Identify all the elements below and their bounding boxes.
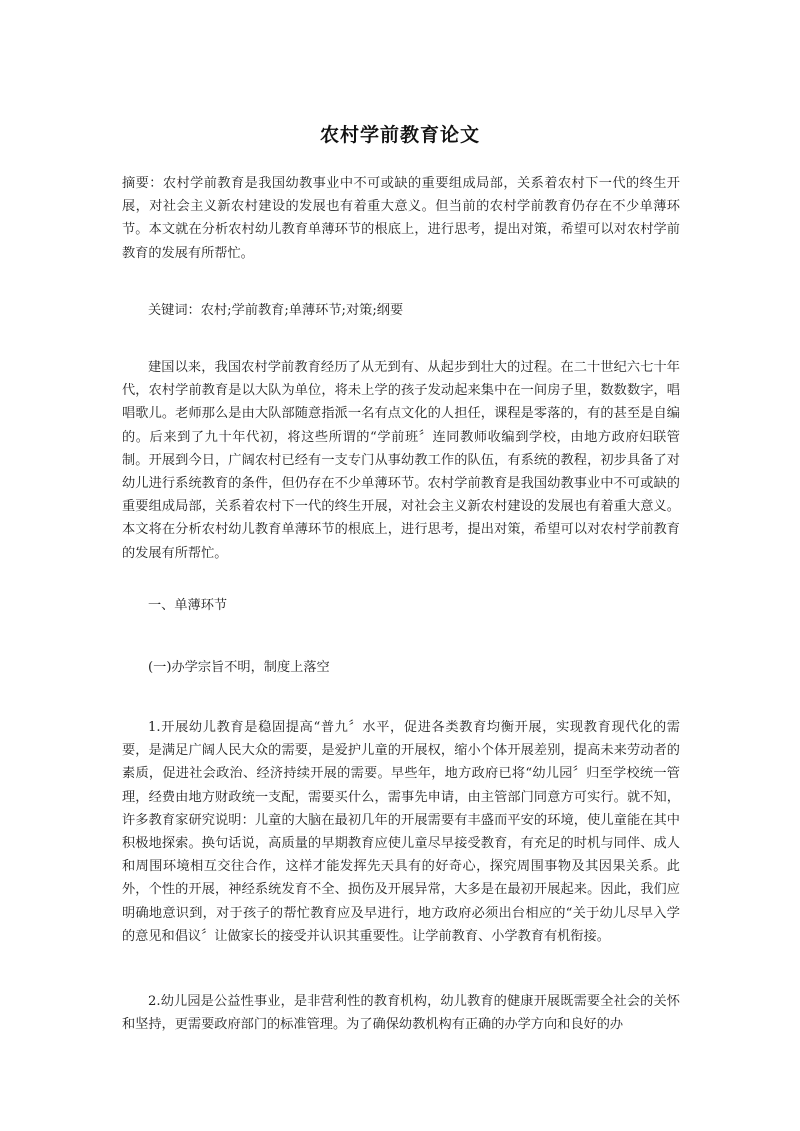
keywords-paragraph: 关键词：农村;学前教育;单薄环节;对策;纲要 xyxy=(148,303,404,318)
point-1-paragraph: 1.开展幼儿教育是稳固提高“普九〞水平，促进各类教育均衡开展，实现教育现代化的需要，是满足广阔人民大众的需要，是爱护儿童的开展权，缩小个体开展差别，提高未来劳动者的素质，促进社会政治、经济持续开展的需要。早些年，地方政府已将“幼儿园〞归至学校统一管理，经费由地方财政统一支配，需要买什么，需事先申请，由主管部门同意方可实行。就不知，许多教育家研究说明：儿童的大脑在最初几年的开展需要有丰盛而平安的环境，使儿童能在其中积极地探索。换句话说，高质量的早期教育应使儿童尽早接受教育，有充足的时机与同伴、成人和周围环境相互交往合作，这样才能发挥先天具有的好奇心，探究周围事物及其因果关系。此外，个性的开展，神经系统发育不全、损伤及开展异常，大多是在最初开展起来。因此，我们应明确地意识到，对于孩子的帮忙教育应及早进行，地方政府必须出台相应的“关于幼儿尽早入学的意见和倡议〞让做家长的接受并认识其重要性。让学前教育、小学教育有机衔接。 xyxy=(122,720,680,944)
subsection-heading: (一)办学宗旨不明，制度上落空 xyxy=(148,660,330,675)
introduction-paragraph: 建国以来，我国农村学前教育经历了从无到有、从起步到壮大的过程。在二十世纪六七十年代，农村学前教育是以大队为单位，将未上学的孩子发动起来集中在一间房子里，数数数字，唱唱歌儿。老师那么是由大队部随意指派一名有点文化的人担任，课程是零落的，有的甚至是自编的。后来到了九十年代初，将这些所谓的“学前班〞连同教师收编到学校，由地方政府妇联管制。开展到今日，广阔农村已经有一支专门从事幼教工作的队伍，有系统的教程，初步具备了对幼儿进行系统教育的条件，但仍存在不少单薄环节。农村学前教育是我国幼教事业中不可或缺的重要组成局部，关系着农村下一代的终生开展，对社会主义新农村建设的发展也有着重大意义。本文将在分析农村幼儿教育单薄环节的根底上，进行思考，提出对策，希望可以对农村学前教育的发展有所帮忙。 xyxy=(122,360,680,561)
point-2-paragraph: 2.幼儿园是公益性事业，是非营利性的教育机构，幼儿教育的健康开展既需要全社会的关怀和坚持，更需要政府部门的标准管理。为了确保幼教机构有正确的办学方向和良好的办 xyxy=(122,994,680,1033)
section-heading: 一、单薄环节 xyxy=(148,598,228,613)
abstract-paragraph: 摘要：农村学前教育是我国幼教事业中不可或缺的重要组成局部，关系着农村下一代的终生开展，对社会主义新农村建设的发展也有着重大意义。但当前的农村学前教育仍存在不少单薄环节。本文就在分析农村幼儿教育单薄环节的根底上，进行思考，提出对策，希望可以对农村学前教育的发展有所帮忙。 xyxy=(122,176,680,261)
document-title: 农村学前教育论文 xyxy=(319,124,480,146)
